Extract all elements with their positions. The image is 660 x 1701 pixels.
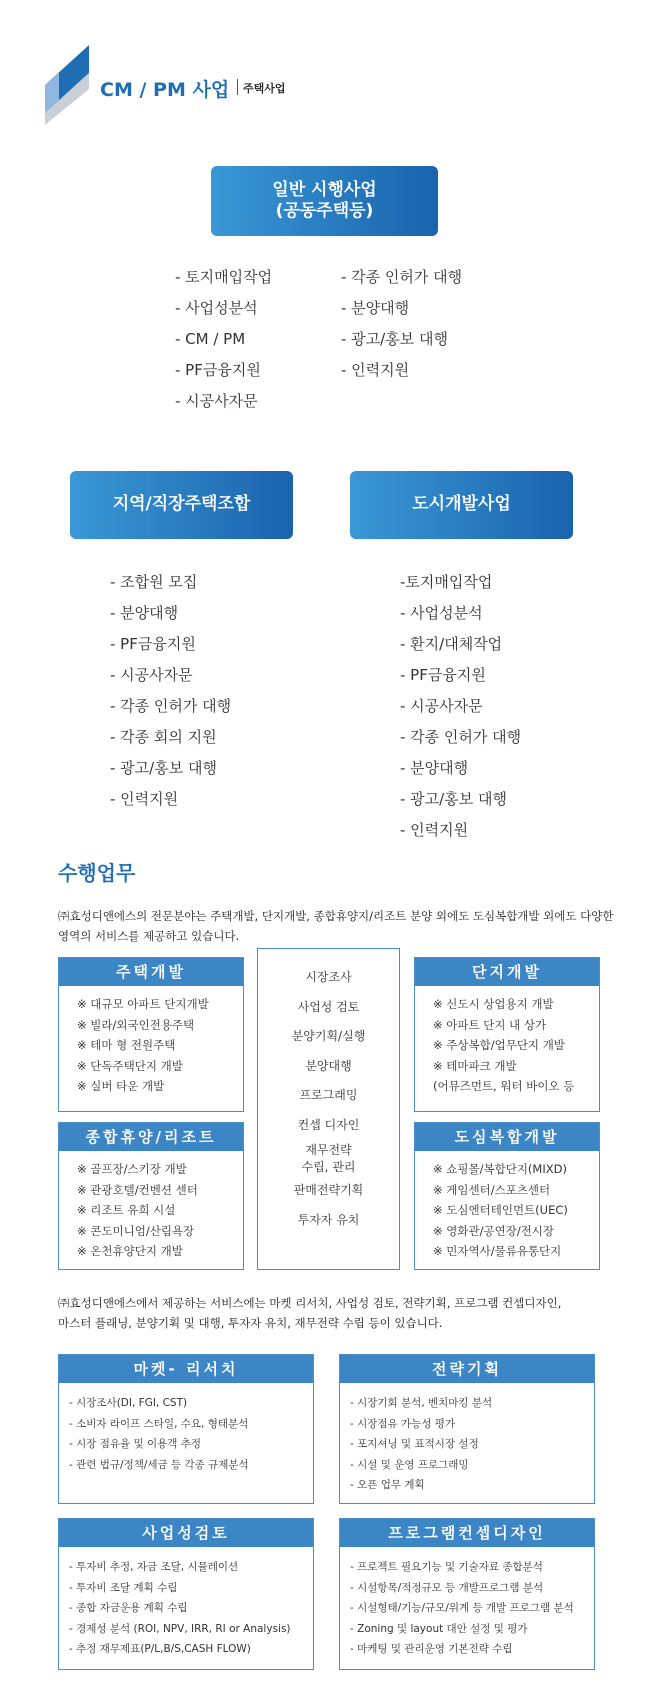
list-item: - 투자비 조달 계획 수립: [69, 1581, 178, 1594]
feasibility-card: [58, 1518, 314, 1670]
work-intro-line1: ㈜효성디앤에스의 전문분야는 주택개발, 단지개발, 종합휴양지/리조트 분양 외에도 도심복합개발 외에도 다양한: [58, 909, 614, 923]
title-divider: [237, 79, 238, 95]
list-item: ※ 민자역사/물류유통단지: [433, 1244, 562, 1258]
urban-development-box: [350, 471, 573, 539]
card-list: [340, 1383, 594, 1496]
list-item: - 각종 인허가 대행: [341, 268, 463, 286]
list-item: - PF금융지원: [175, 361, 261, 379]
general-right-list: [341, 262, 462, 386]
list-item: 시장조사: [305, 970, 352, 984]
list-item: - 인력지원: [341, 361, 410, 379]
list-item: - 시공사자문: [175, 392, 258, 410]
services-intro-line2: 마스터 플래닝, 분양기획 및 대행, 투자자 유치, 재무전략 수립 등이 있습니다.: [58, 1316, 443, 1330]
services-intro: [58, 1293, 618, 1333]
card-list: [59, 1383, 313, 1475]
card-list: [415, 1151, 599, 1262]
list-item: ※ 온천휴양단지 개발: [77, 1244, 183, 1258]
urban-title: 도시개발사업: [412, 494, 511, 515]
regional-housing-box: [70, 471, 293, 539]
general-left-list: [175, 262, 272, 417]
process-list: [258, 949, 399, 1235]
list-item: - 각종 인허가 대행: [400, 728, 522, 746]
list-item: - 시설 및 운영 프로그래밍: [350, 1458, 469, 1471]
list-item: 판매전략기획: [293, 1183, 364, 1197]
list-item: - 시장기회 분석, 벤치마킹 분석: [350, 1397, 493, 1409]
list-item: ※ 테마파크 개발: [433, 1058, 517, 1073]
card-title: 종합휴양/리조트: [59, 1123, 243, 1151]
list-item: 투자자 유치: [297, 1212, 360, 1227]
card-title: 마켓- 리서치: [59, 1355, 313, 1383]
list-item: - 광고/홍보 대행: [400, 790, 507, 808]
list-item: ※ 리조트 유희 시설: [77, 1203, 176, 1217]
list-item: - 시설형태/기능/규모/위계 등 개발 프로그램 분석: [350, 1602, 574, 1614]
card-title: 프로그램컨셉디자인: [340, 1519, 594, 1547]
list-item: - 추정 재무제표(P/L,B/S,CASH FLOW): [69, 1643, 251, 1655]
card-title: 전략기획: [340, 1355, 594, 1383]
list-item: - 마케팅 및 관리운영 기본전략 수립: [350, 1643, 513, 1655]
list-item: - 경제성 분석 (ROI, NPV, IRR, RI or Analysis): [69, 1622, 291, 1635]
logo-mark-icon: [45, 45, 89, 125]
list-item: - 시장점유 가능성 평가: [350, 1417, 456, 1430]
list-item: - 관련 법규/정책/세금 등 각종 규제분석: [69, 1458, 249, 1471]
list-item: ※ 영화관/공연장/전시장: [433, 1223, 555, 1238]
list-item: - 인력지원: [400, 821, 469, 839]
housing-card: [58, 957, 244, 1112]
list-item: - 종합 자금운용 계획 수립: [69, 1602, 188, 1614]
list-item: - 인력지원: [110, 790, 179, 808]
list-item: ※ 신도시 상업용지 개발: [433, 997, 554, 1011]
list-item: - 프로젝트 필요기능 및 기술자료 종합분석: [350, 1561, 543, 1573]
card-title: 사업성검토: [59, 1519, 313, 1547]
list-item: - 토지매입작업: [175, 268, 273, 286]
resort-card: [58, 1122, 244, 1270]
list-item: - 분양대행: [110, 604, 179, 622]
program-design-card: [339, 1518, 595, 1670]
page-subtitle: 주택사업: [243, 82, 286, 95]
work-intro-line2: 영역의 서비스를 제공하고 있습니다.: [58, 929, 240, 943]
list-item: ※ 단독주택단지 개발: [77, 1058, 183, 1073]
process-line: 재무전략: [305, 1143, 352, 1157]
regional-list: [110, 567, 231, 815]
complex-card: [414, 957, 600, 1112]
list-item: - 투자비 추정, 자금 조달, 시뮬레이션: [69, 1561, 239, 1573]
list-item: ※ 아파트 단지 내 상가: [433, 1017, 547, 1032]
card-title: 도심복합개발: [415, 1123, 599, 1151]
list-item: - 분양대행: [400, 759, 469, 777]
list-item: - PF금융지원: [110, 635, 196, 653]
services-intro-line1: ㈜효성디앤에스에서 제공하는 서비스에는 마켓 리서치, 사업성 검토, 전략기획, 프로그램 컨셉디자인,: [58, 1296, 562, 1310]
list-item: 컨셉 디자인: [297, 1117, 360, 1132]
list-item: - 사업성분석: [400, 604, 483, 622]
list-item: - 각종 인허가 대행: [110, 697, 232, 715]
list-item: - 광고/홍보 대행: [110, 759, 217, 777]
work-intro: [58, 906, 618, 946]
list-item: ※ 골프장/스키장 개발: [77, 1162, 187, 1176]
list-item: ※ 게임센터/스포츠센터: [433, 1182, 551, 1197]
card-title: 단지개발: [415, 958, 599, 986]
list-item: ※ 쇼핑몰/복합단지(MIXD): [433, 1162, 567, 1176]
general-development-box: [211, 166, 438, 236]
list-item: -토지매입작업: [400, 573, 493, 591]
regional-title: 지역/직장주택조합: [112, 494, 251, 515]
list-item: - 광고/홍보 대행: [341, 330, 448, 348]
list-item: - 시장 점유율 및 이용객 추정: [69, 1438, 202, 1450]
urban-list: [400, 567, 521, 846]
card-list: [59, 986, 243, 1097]
card-list: [59, 1547, 313, 1660]
list-item: - 사업성분석: [175, 299, 258, 317]
list-item: 사업성 검토: [297, 999, 360, 1014]
urban-complex-card: [414, 1122, 600, 1270]
list-item: (어뮤즈먼트, 워터 바이오 등: [433, 1079, 575, 1093]
service-process-box: [257, 948, 400, 1270]
list-item: ※ 대규모 아파트 단지개발: [77, 997, 209, 1011]
list-item: ※ 테마 형 전원주택: [77, 1038, 176, 1052]
card-list: [415, 986, 599, 1097]
list-item: - 환지/대체작업: [400, 635, 503, 653]
list-item: ※ 콘도미니엄/산림욕장: [77, 1223, 195, 1238]
list-item: - 시장조사(DI, FGI, CST): [69, 1397, 188, 1409]
list-item: - 시공사자문: [400, 697, 483, 715]
list-item: - 포지셔닝 및 표적시장 설정: [350, 1438, 479, 1450]
list-item: ※ 실버 타운 개발: [77, 1079, 165, 1093]
market-research-card: [58, 1354, 314, 1504]
list-item: 프로그래밍: [299, 1088, 358, 1102]
card-title: 주택개발: [59, 958, 243, 986]
list-item: - Zoning 및 layout 대안 설정 및 평가: [350, 1622, 528, 1635]
list-item: - 조합원 모집: [110, 573, 198, 591]
list-item: 분양대행: [305, 1058, 352, 1073]
list-item: - CM / PM: [175, 330, 246, 348]
list-item: 분양기획/실행: [291, 1029, 366, 1043]
list-item: ※ 주상복합/업무단지 개발: [433, 1038, 565, 1052]
strategy-card: [339, 1354, 595, 1504]
list-item: - PF금융지원: [400, 666, 486, 684]
section-title-work: 수행업무: [58, 861, 136, 885]
list-item: - 시설항목/적정규모 등 개발프로그램 분석: [350, 1581, 544, 1594]
general-title-line2: (공동주택등): [275, 201, 374, 221]
list-item: ※ 도심엔터테인먼트(UEC): [433, 1203, 568, 1217]
card-list: [340, 1547, 594, 1660]
process-line: 수립, 관리: [301, 1160, 356, 1174]
list-item: - 각종 회의 지원: [110, 728, 217, 746]
page-title: CM / PM 사업: [100, 79, 230, 101]
list-item: - 오픈 업무 계획: [350, 1479, 425, 1491]
card-list: [59, 1151, 243, 1262]
list-item: - 소비자 라이프 스타일, 수요, 형태분석: [69, 1417, 249, 1430]
list-item: - 시공사자문: [110, 666, 193, 684]
list-item: ※ 빌라/외국인전용주택: [77, 1017, 195, 1032]
list-item: - 분양대행: [341, 299, 410, 317]
list-item: ※ 관광호텔/컨벤션 센터: [77, 1182, 198, 1197]
general-title-line1: 일반 시행사업: [272, 179, 377, 200]
list-item: [258, 1140, 399, 1176]
